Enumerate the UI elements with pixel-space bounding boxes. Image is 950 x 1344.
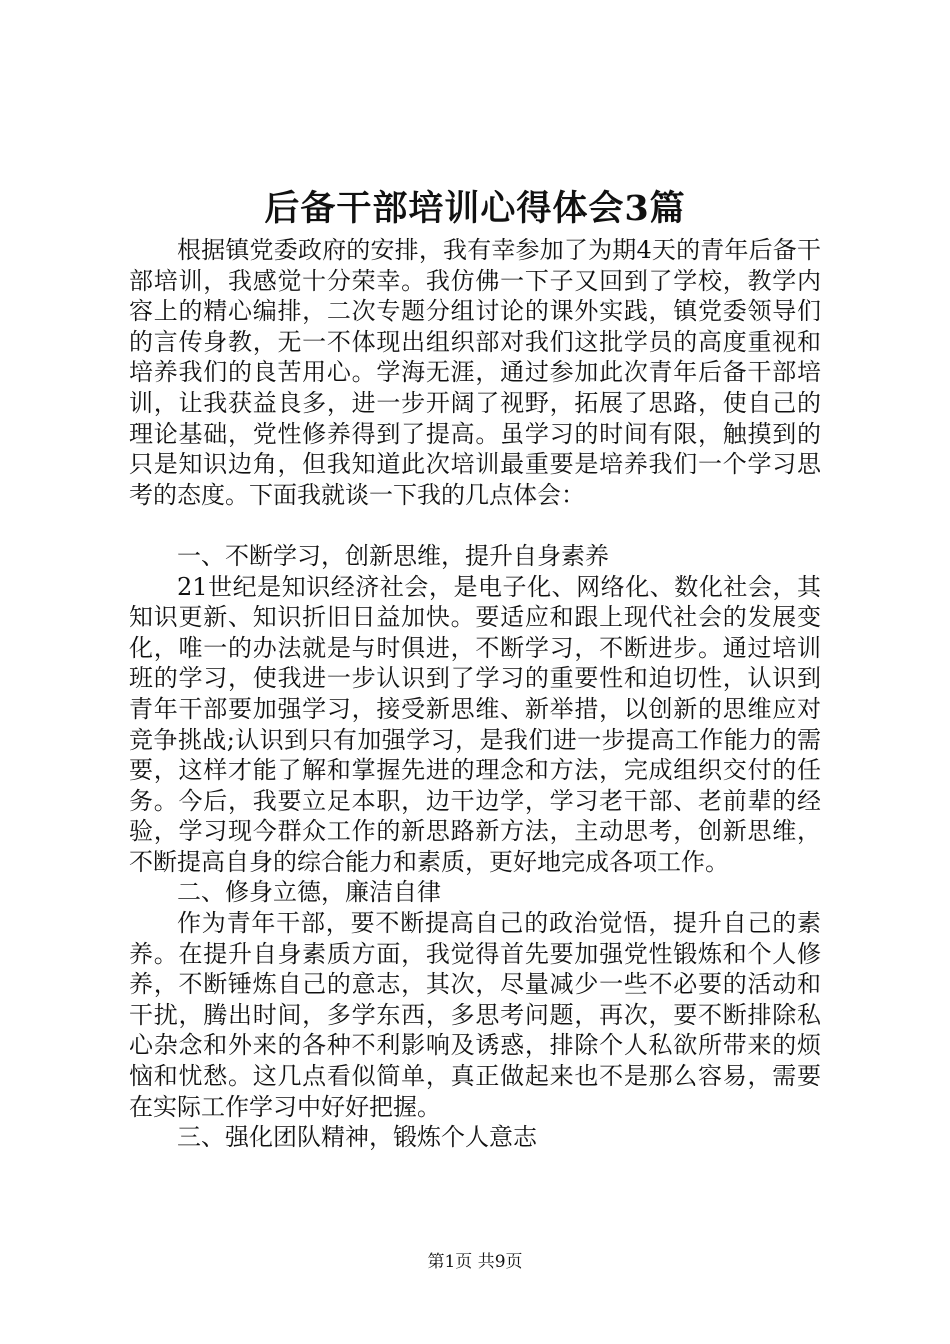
page-footer: 第1页 共9页 [427, 1252, 523, 1272]
document-body [129, 235, 821, 1153]
section-paragraph-2: 作为青年干部，要不断提高自己的政治觉悟，提升自己的素养。在提升自身素质方面，我觉得首先要加强党性锻炼和个人修养，不断锤炼自己的意志，其次，尽量减少一些不必要的活动和干扰，腾出时间，多学东西，多思考问题，再次，要不断排除私心杂念和外来的各种不利影响及诱惑，排除个人私欲所带来的烦恼和忧愁。这几点看似简单，真正做起来也不是那么容易，需要在实际工作学习中好好把握。 [129, 909, 821, 1121]
section-heading-3: 三、强化团队精神，锻炼个人意志 [177, 1123, 537, 1152]
intro-paragraph: 根据镇党委政府的安排，我有幸参加了为期4天的青年后备干部培训，我感觉十分荣幸。我仿佛一下子又回到了学校，教学内容上的精心编排，二次专题分组讨论的课外实践，镇党委领导们的言传身教，无一不体现出组织部对我们这批学员的高度重视和培养我们的良苦用心。学海无涯，通过参加此次青年后备干部培训，让我获益良多，进一步开阔了视野，拓展了思路，使自己的理论基础，党性修养得到了提高。虽学习的时间有限，触摸到的只是知识边角，但我知道此次培训最重要是培养我们一个学习思考的态度。下面我就谈一下我的几点体会： [129, 236, 821, 509]
paragraph-spacer [129, 510, 821, 541]
section-heading-2: 二、修身立德，廉洁自律 [177, 878, 441, 907]
section-heading-1: 一、不断学习，创新思维，提升自身素养 [177, 541, 609, 570]
document-title: 后备干部培训心得体会3篇 [264, 188, 686, 229]
section-paragraph-1: 21世纪是知识经济社会，是电子化、网络化、数化社会，其知识更新、知识折旧日益加快。要适应和跟上现代社会的发展变化，唯一的办法就是与时俱进，不断学习，不断进步。通过培训班的学习，使我进一步认识到了学习的重要性和迫切性，认识到青年干部要加强学习，接受新思维、新举措，以创新的思维应对竞争挑战;认识到只有加强学习，是我们进一步提高工作能力的需要，这样才能了解和掌握先进的理念和方法，完成组织交付的任务。今后，我要立足本职，边干边学，学习老干部、老前辈的经验，学习现今群众工作的新思路新方法，主动思考，创新思维，不断提高自身的综合能力和素质，更好地完成各项工作。 [129, 572, 821, 876]
